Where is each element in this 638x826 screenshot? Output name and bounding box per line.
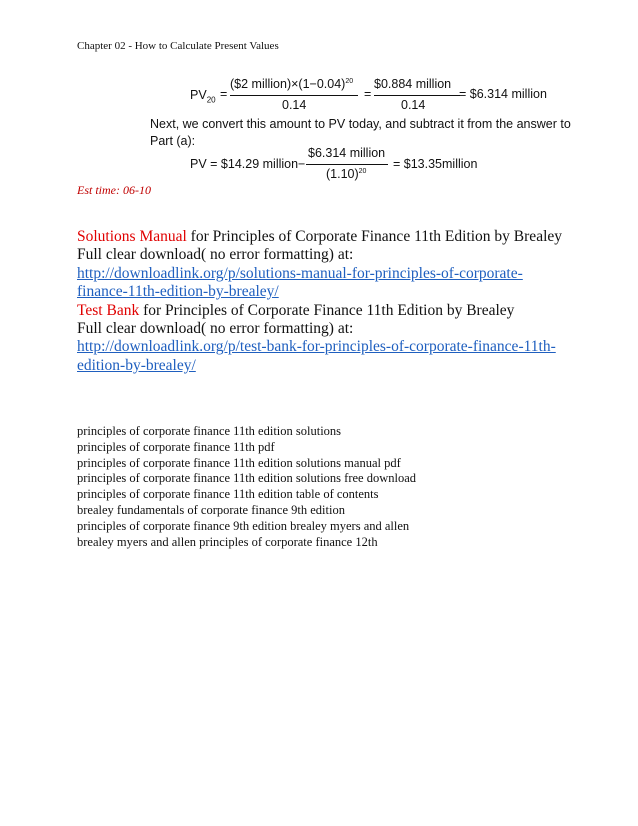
formula-num1-sup: 20 xyxy=(345,77,354,85)
explanation-paragraph: Next, we convert this amount to PV today, and subtract it from the answer to Part (a): xyxy=(150,117,571,148)
formula-lhs-sub: 20 xyxy=(206,95,216,105)
est-time: Est time: 06-10 xyxy=(77,183,151,197)
formula2-den-sup: 20 xyxy=(358,167,367,175)
formula-lhs xyxy=(190,88,216,105)
fraction-bar-2 xyxy=(374,95,460,96)
solutions-manual-label: Solutions Manual xyxy=(77,228,187,245)
list-item: principles of corporate finance 9th edition brealey myers and allen xyxy=(77,518,410,533)
list-item: principles of corporate finance 11th edition solutions free download xyxy=(77,471,417,486)
formula-num1-text: ($2 million)×(1−0.04) xyxy=(230,77,346,91)
formula-eq2: = xyxy=(364,87,372,101)
formula-eq1: = xyxy=(220,87,228,101)
solutions-manual-link[interactable]: http://downloadlink.org/p/solutions-manual-for-principles-of-corporate-finance-11th-edition-by-brealey/ xyxy=(77,264,523,301)
formula2-result: = $13.35million xyxy=(393,157,478,171)
list-item: brealey myers and allen principles of corporate finance 12th xyxy=(77,534,378,549)
list-item: brealey fundamentals of corporate finance 9th edition xyxy=(77,502,345,517)
formula2-den-text: (1.10) xyxy=(326,167,359,181)
fraction-bar-3 xyxy=(306,164,388,165)
test-bank-text: for Principles of Corporate Finance 11th Edition by Brealey xyxy=(139,301,515,319)
test-bank-label: Test Bank xyxy=(77,301,140,319)
test-bank-heading xyxy=(77,302,572,320)
page-header: Chapter 02 - How to Calculate Present Values xyxy=(77,40,279,52)
formula2-lhs: PV = $14.29 million− xyxy=(190,157,306,171)
formula-denominator-2: 0.14 xyxy=(401,98,426,112)
list-item: principles of corporate finance 11th edition solutions xyxy=(77,424,342,438)
list-item: principles of corporate finance 11th pdf xyxy=(77,439,275,454)
list-item: principles of corporate finance 11th edition solutions manual pdf xyxy=(77,455,401,470)
formula-numerator-1 xyxy=(230,77,353,91)
fraction-bar-1 xyxy=(230,95,358,96)
solutions-manual-download: Full clear download( no error formatting) at: xyxy=(77,246,354,264)
formula2-numerator: $6.314 million xyxy=(308,146,386,160)
formula-result-1: = $6.314 million xyxy=(459,87,547,101)
promo-block xyxy=(77,228,572,375)
list-item: principles of corporate finance 11th edition table of contents xyxy=(77,487,379,502)
keyword-list xyxy=(77,424,416,550)
formula-numerator-2: $0.884 million xyxy=(374,77,452,91)
test-bank-download: Full clear download( no error formatting) at: xyxy=(77,320,354,338)
formula-denominator-1: 0.14 xyxy=(282,98,307,112)
formula-lhs-text: PV xyxy=(190,88,207,102)
solutions-manual-text: for Principles of Corporate Finance 11th Edition by Brealey xyxy=(186,228,563,245)
solutions-manual-heading xyxy=(77,228,572,246)
test-bank-link[interactable]: http://downloadlink.org/p/test-bank-for-principles-of-corporate-finance-11th-edition-by-brealey/ xyxy=(77,338,556,374)
formula2-denominator xyxy=(326,167,366,181)
